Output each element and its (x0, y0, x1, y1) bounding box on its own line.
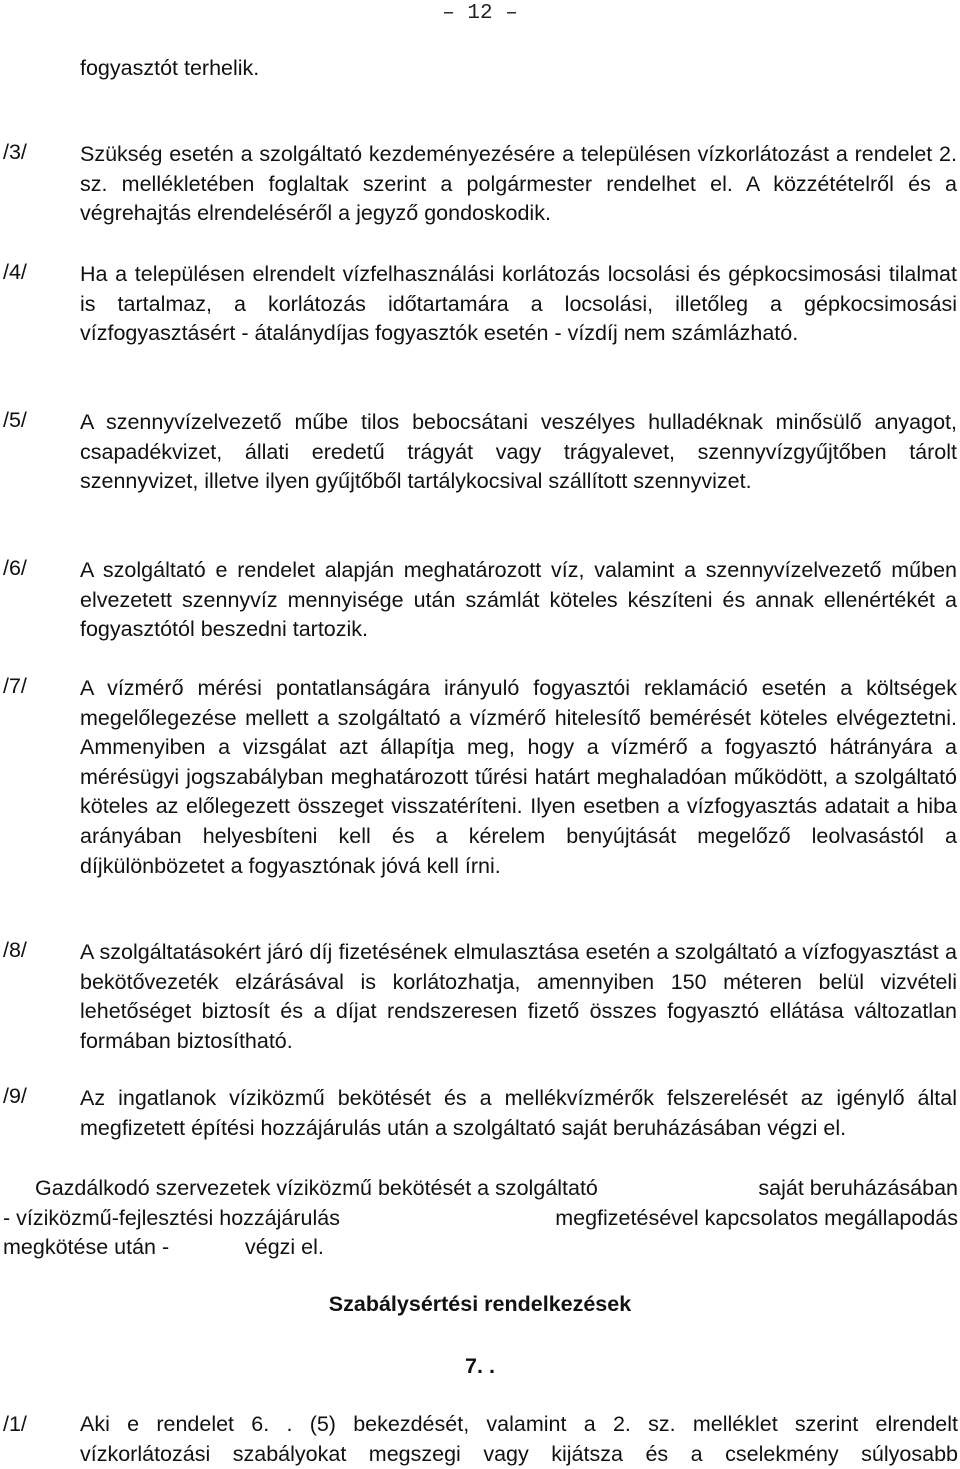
gazdalkodo-line1-b: saját beruházásában (758, 1176, 958, 1200)
paragraph-line-1: Aki e rendelet 6. . (5) bekezdését, valamint a 2. sz. melléklet szerint elrendelt (80, 1412, 958, 1436)
paragraph-text: Szükség esetén a szolgáltató kezdeményezésére a településen vízkorlátozást a rendelet 2. sz. mellékletében foglaltak szerint a polgármester rendelhet el. A közzétételről és a végrehajtás elrendeléséről a jegyző gondoskodik. (80, 142, 957, 226)
paragraph-7 (0, 674, 960, 881)
paragraph-text: A vízmérő mérési pontatlanságára irányuló fogyasztói reklamáció esetén a költségek megelőlegezése mellett a szolgáltató a vízmérő hitelesítő bemérését köteles elvégeztetni. Ammenyiben a vizsgálat azt állapítja meg, hogy a vízmérő a fogyasztó hátrányára a mérésügyi jogszabályban meghatározott tűrési határt meghaladóan működött, a szolgáltató köteles az előlegezett összeget visszatéríteni. Ilyen esetben a vízfogyasztás adatait a hiba arányában helyesbíteni kell és a kérelem benyújtását megelőző leolvasástól a díjkülönbözetet a fogyasztónak jóvá kell írni. (80, 676, 957, 878)
paragraph-text: A szolgáltatásokért járó díj fizetésének elmulasztása esetén a szolgáltató a vízfogyasztást a bekötővezeték elzárásával is korlátozhatja, amennyiben 150 méteren belül vizvételi lehetőséget biztosít és a díjat rendszeresen fizető összes fogyasztó ellátása változatlan formában biztosítható. (80, 940, 957, 1053)
gazdalkodo-line2-b: megfizetésével kapcsolatos megállapodás (555, 1205, 958, 1230)
paragraph-text: A szolgáltató e rendelet alapján meghatározott víz, valamint a szennyvízelvezető műben elvezetett szennyvíz mennyisége után számlát köteles készíteni és annak ellenértékét a fogyasztótól beszedni tartozik. (80, 558, 957, 642)
paragraph-5 (0, 408, 960, 497)
paragraph-number: /4/ (3, 260, 27, 284)
paragraph-9 (0, 1084, 960, 1143)
paragraph-8 (0, 938, 960, 1056)
gazdalkodo-line1-a: Gazdálkodó szervezetek víziközmű bekötését a szolgáltató (35, 1176, 598, 1200)
paragraph-text: Az ingatlanok víziközmű bekötését és a mellékvízmérők felszerelését az igénylő által megfizetett építési hozzájárulás után a szolgáltató saját beruházásában végzi el. (80, 1086, 957, 1140)
paragraph-line-2: vízkorlátozási szabályokat megszegi vagy kijátsza és a cselekmény súlyosabb (80, 1441, 958, 1466)
gazdalkodo-line3-b: végzi el. (245, 1235, 324, 1260)
intro-line: fogyasztót terhelik. (80, 56, 260, 80)
paragraph-number: /8/ (3, 938, 27, 962)
paragraph-1-section-7 (3, 1410, 958, 1469)
gazdalkodo-line2-a: - víziközmű-fejlesztési hozzájárulás (3, 1205, 340, 1230)
paragraph-3 (0, 140, 960, 229)
paragraph-number: /6/ (3, 556, 27, 580)
section-title: Szabálysértési rendelkezések (328, 1292, 632, 1316)
paragraph-number: /3/ (3, 140, 27, 164)
paragraph-4 (0, 260, 960, 349)
page-number: – 12 – (442, 2, 518, 25)
paragraph-6 (0, 556, 960, 645)
paragraph-text: Ha a településen elrendelt vízfelhasználási korlátozás locsolási és gépkocsimosási tilalmat is tartalmaz, a korlátozás időtartamára a locsolási, illetőleg a gépkocsimosási vízfogyasztásért - átalánydíjas fogyasztók esetén - vízdíj nem számlázható. (80, 262, 957, 346)
section-number: 7. . (465, 1354, 495, 1378)
gazdalkodo-line3-a: megkötése után - (3, 1235, 170, 1260)
paragraph-number: /5/ (3, 408, 27, 432)
gazdalkodo-paragraph (3, 1174, 958, 1263)
paragraph-text: A szennyvízelvezető műbe tilos bebocsátani veszélyes hulladéknak minősülő anyagot, csapadékvizet, állati eredetű trágyát vagy trágyalevet, szennyvízgyűjtőben tárolt szennyvizet, illetve ilyen gyűjtőből tartálykocsival szállított szennyvizet. (80, 410, 957, 494)
paragraph-number: /7/ (3, 674, 27, 698)
paragraph-number: /9/ (3, 1084, 27, 1108)
paragraph-number: /1/ (3, 1412, 27, 1436)
